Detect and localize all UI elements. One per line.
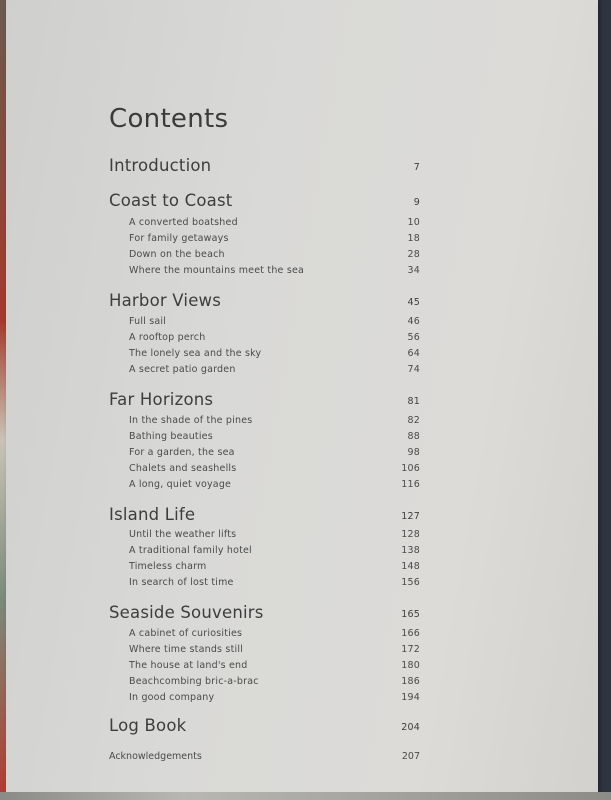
- toc-section-title: Seaside Souvenirs: [109, 603, 264, 622]
- toc-item-page: 98: [407, 447, 420, 458]
- toc-item-page: 138: [401, 545, 420, 556]
- toc-item-page: 148: [401, 561, 420, 572]
- toc-item-label: The house at land's end: [129, 660, 248, 671]
- toc-item-label: A rooftop perch: [129, 332, 206, 343]
- toc-item-label: In good company: [129, 692, 215, 703]
- toc-entry-page: 7: [413, 162, 420, 173]
- toc-item-label: Beachcombing bric-a-brac: [129, 676, 259, 687]
- toc-section-title: Coast to Coast: [109, 191, 233, 210]
- toc-section-page: 9: [413, 197, 420, 208]
- toc-section-page: 81: [407, 396, 420, 407]
- toc-item-page: 10: [407, 217, 420, 228]
- toc-section-title: Island Life: [109, 505, 196, 524]
- toc-item-page: 56: [407, 332, 420, 343]
- contents-page: [6, 0, 598, 792]
- toc-entry-page: 207: [401, 751, 420, 762]
- toc-item-label: Full sail: [129, 316, 167, 327]
- toc-item-label: Chalets and seashells: [129, 463, 237, 474]
- toc-section-page: 165: [401, 609, 420, 620]
- toc-section-title: Harbor Views: [109, 291, 222, 310]
- toc-entry-page: 204: [401, 722, 420, 733]
- toc-item-page: 128: [401, 529, 420, 540]
- toc-entry-label: Log Book: [109, 716, 187, 735]
- toc-item-page: 34: [407, 265, 420, 276]
- toc-item-page: 180: [401, 660, 420, 671]
- toc-item-label: Where the mountains meet the sea: [129, 265, 305, 276]
- toc-item-page: 106: [401, 463, 420, 474]
- toc-item-page: 88: [407, 431, 420, 442]
- toc-item-label: In the shade of the pines: [129, 415, 253, 426]
- toc-item-label: The lonely sea and the sky: [129, 348, 262, 359]
- toc-item-page: 116: [401, 479, 420, 490]
- toc-item-label: A cabinet of curiosities: [129, 628, 243, 639]
- toc-item-label: Until the weather lifts: [129, 529, 237, 540]
- toc-item-label: A secret patio garden: [129, 364, 236, 375]
- toc-item-label: A traditional family hotel: [129, 545, 252, 556]
- toc-item-page: 82: [407, 415, 420, 426]
- toc-item-label: A converted boatshed: [129, 217, 238, 228]
- toc-section-page: 45: [407, 297, 420, 308]
- toc-item-page: 64: [407, 348, 420, 359]
- toc-item-label: Where time stands still: [129, 644, 244, 655]
- toc-item-page: 172: [401, 644, 420, 655]
- toc-item-page: 18: [407, 233, 420, 244]
- toc-entry-label: Acknowledgements: [109, 751, 202, 762]
- toc-item-label: For family getaways: [129, 233, 229, 244]
- toc-item-label: Down on the beach: [129, 249, 225, 260]
- toc-item-label: Bathing beauties: [129, 431, 213, 442]
- toc-entry-label: Introduction: [109, 156, 212, 175]
- page-title: Contents: [109, 104, 229, 134]
- toc-item-page: 186: [401, 676, 420, 687]
- toc-item-page: 28: [407, 249, 420, 260]
- toc-item-label: In search of lost time: [129, 577, 234, 588]
- toc-item-label: A long, quiet voyage: [129, 479, 232, 490]
- toc-item-page: 156: [401, 577, 420, 588]
- toc-section-title: Far Horizons: [109, 390, 214, 409]
- toc-item-page: 46: [407, 316, 420, 327]
- toc-item-page: 194: [401, 692, 420, 703]
- toc-item-page: 74: [407, 364, 420, 375]
- toc-section-page: 127: [401, 511, 420, 522]
- toc-item-page: 166: [401, 628, 420, 639]
- page-bottom-edge: [0, 792, 611, 800]
- toc-item-label: For a garden, the sea: [129, 447, 235, 458]
- toc-item-label: Timeless charm: [129, 561, 207, 572]
